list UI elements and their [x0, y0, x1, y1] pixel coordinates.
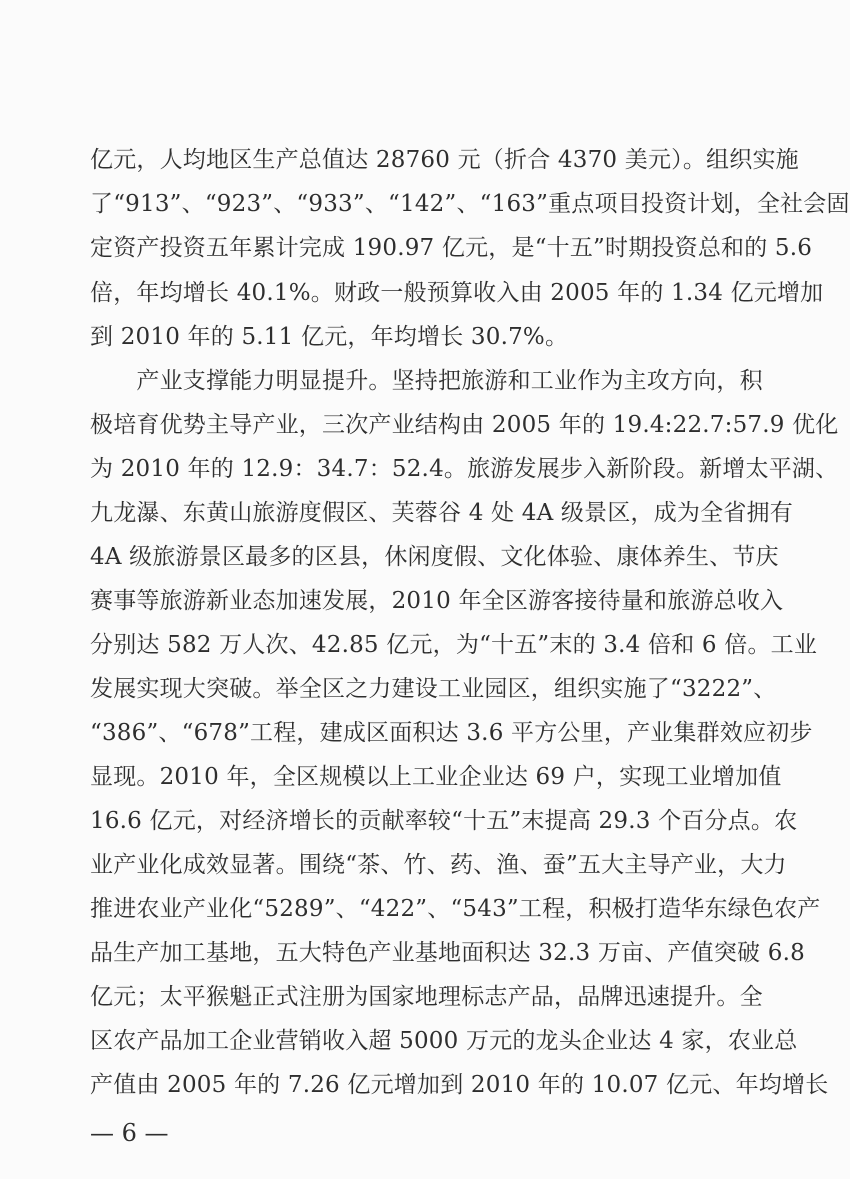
text-line: 发展实现大突破。举全区之力建设工业园区，组织实施了“3222”、 [90, 676, 777, 702]
text-line: 极培育优势主导产业，三次产业结构由 2005 年的 19.4:22.7:57.9 优化 [90, 412, 839, 438]
text-line: 定资产投资五年累计完成 190.97 亿元，是“十五”时期投资总和的 5.6 [90, 235, 813, 261]
text-line: 产值由 2005 年的 7.26 亿元增加到 2010 年的 10.07 亿元、年均增长 [90, 1072, 829, 1098]
text-line: 到 2010 年的 5.11 亿元，年均增长 30.7%。 [90, 324, 569, 350]
text-line: 为 2010 年的 12.9：34.7：52.4。旅游发展步入新阶段。新增太平湖、 [90, 456, 839, 482]
text-line: “386”、“678”工程，建成区面积达 3.6 平方公里，产业集群效应初步 [90, 720, 813, 746]
page-number: — 6 — [90, 1119, 169, 1147]
text-line: 九龙瀑、东黄山旅游度假区、芙蓉谷 4 处 4A 级景区，成为全省拥有 [90, 500, 793, 526]
text-line: 业产业化成效显著。围绕“茶、竹、药、渔、蚕”五大主导产业，大力 [90, 852, 787, 878]
text-line: 4A 级旅游景区最多的区县，休闲度假、文化体验、康体养生、节庆 [90, 544, 779, 570]
text-line: 了“913”、“923”、“933”、“142”、“163”重点项目投资计划，全社会固 [90, 191, 850, 217]
text-line: 倍，年均增长 40.1%。财政一般预算收入由 2005 年的 1.34 亿元增加 [90, 280, 824, 306]
text-line: 亿元；太平猴魁正式注册为国家地理标志产品，品牌迅速提升。全 [90, 984, 763, 1010]
text-line: 品生产加工基地，五大特色产业基地面积达 32.3 万亩、产值突破 6.8 [90, 940, 805, 966]
text-line: 赛事等旅游新业态加速发展，2010 年全区游客接待量和旅游总收入 [90, 588, 784, 614]
text-line: 产业支撑能力明显提升。坚持把旅游和工业作为主攻方向，积 [90, 368, 763, 394]
text-line: 亿元，人均地区生产总值达 28760 元（折合 4370 美元）。组织实施 [90, 147, 799, 173]
text-line: 16.6 亿元，对经济增长的贡献率较“十五”末提高 29.3 个百分点。农 [90, 808, 798, 834]
text-line: 分别达 582 万人次、42.85 亿元，为“十五”末的 3.4 倍和 6 倍。工业 [90, 632, 818, 658]
text-line: 区农产品加工企业营销收入超 5000 万元的龙头企业达 4 家，农业总 [90, 1028, 798, 1054]
text-line: 推进农业产业化“5289”、“422”、“543”工程，积极打造华东绿色农产 [90, 896, 821, 922]
text-line: 显现。2010 年，全区规模以上工业企业达 69 户，实现工业增加值 [90, 764, 782, 790]
